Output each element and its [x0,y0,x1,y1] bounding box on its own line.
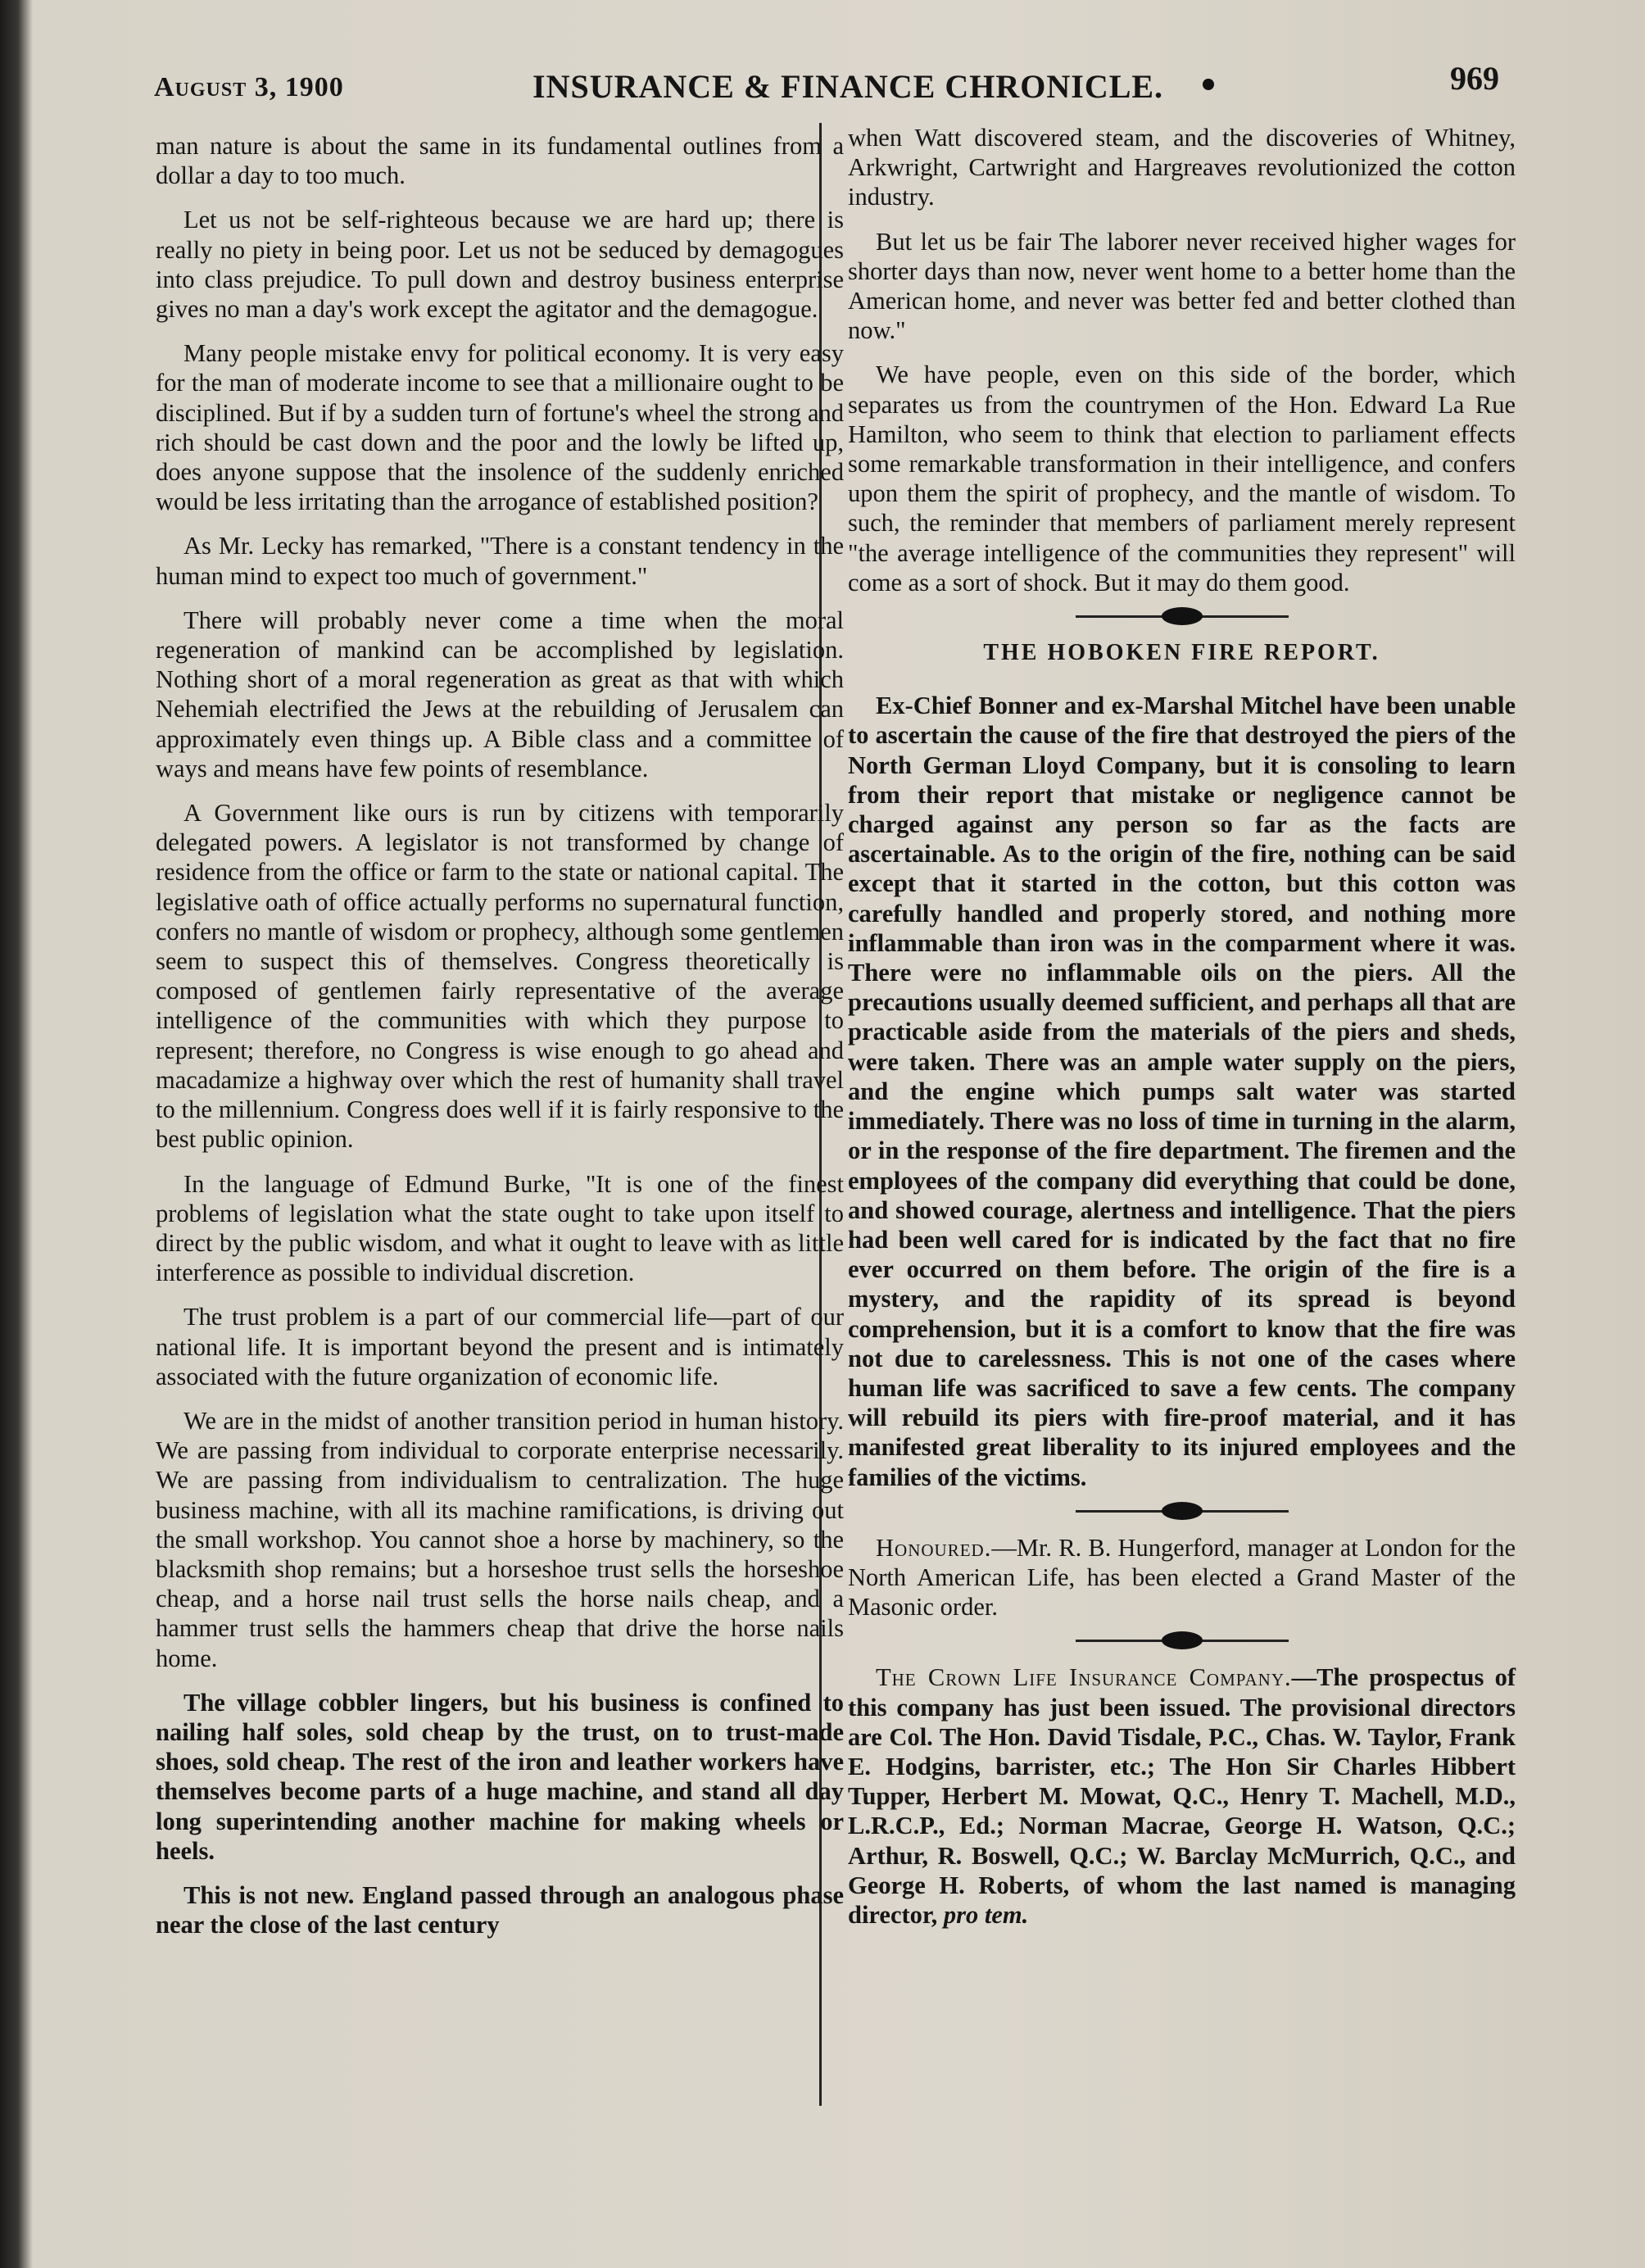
page-header [147,60,1507,113]
right-paragraph-3: We have people, even on this side of the border, which separates us from the countrymen of the Hon. Edward La Rue Hamilton, who seem to think that election to parliament effects some remarkable transformation in their intelligence, and confers upon them the spirit of prophecy, and the mantle of wisdom. To such, the reminder that members of parliament merely represent "the average intelligence of the communities they represent" will come as a sort of shock. But it may do them good. [848,361,1516,596]
hoboken-article: Ex-Chief Bonner and ex-Marshal Mitchel have been unable to ascertain the cause of the fire that destroyed the piers of the North German Lloyd Company, but it is consoling to learn from their report that mistake or negligence cannot be charged against any person so far as the facts are ascertainable. As to the origin of the fire, nothing can be said except that it started in the cotton, but this cotton was carefully handled and properly stored, and nothing more inflammable than iron was in the comparment where it was. There were no inflammable oils on the piers. All the precautions usually deemed sufficient, and perhaps all that are practicable aside from the materials of the piers and sheds, were taken. There was an ample water supply on the piers, and the engine which pumps salt water was started immediately. There was no loss of time in turning in the alarm, or in the response of the fire department. The firemen and the employees of the company did everything that could be done, and showed courage, alertness and intelligence. That the piers had been well cared for is indicated by the fact that no fire ever occurred on them before. The origin of the fire is a mystery, and the rapidity of its spread is beyond comprehension, but it is a comfort to know that the fire was not due to carelessness. This is not one of the cases where human life was sacrificed to save a few cents. The company will rebuild its piers with fire-proof material, and it has manifested great liberality to its injured employees and the families of the victims. [848,692,1516,1491]
crown-life-item [848,1662,1516,1930]
section-divider [1076,1505,1289,1517]
left-paragraph-2: Let us not be self-righteous because we are hard up; there is really no piety in being poor. Let us not be seduced by demagogues into class prejudice. To pull down and destroy business enterprise gives no man a day's work except the agitator and the demagogue. [156,206,844,324]
ornament-dot [1203,79,1214,90]
crown-life-tail: pro tem. [943,1900,1029,1929]
left-paragraph-9: We are in the midst of another transition period in human history. We are passing from individual to corporate enterprise necessarily. We are passing from individualism to centralization. The huge business machine, with all its machine ramifications, is driving out the small workshop. You cannot shoe a horse by machinery, so the blacksmith shop remains; but a horseshoe trust sells the horseshoe cheap, and a horse nail trust sells the horse nails cheap, and a hammer trust sells the hammers cheap that drive the horse nails home. [156,1406,844,1672]
hoboken-heading: THE HOBOKEN FIRE REPORT. [983,640,1380,666]
crown-life-lead: The Crown Life Insurance Company. [876,1663,1292,1692]
issue-date: August 3, 1900 [154,72,344,102]
left-paragraph-10: The village cobbler lingers, but his business is confined to nailing half soles, sold cheap by the trust, on to trust-made shoes, sold cheap. The rest of the iron and leather workers have themselves become parts of a huge machine, and stand all day long superintending another machine for making wheels or heels. [156,1688,844,1865]
left-paragraph-3: Many people mistake envy for political economy. It is very easy for the man of moderate income to see that a millionaire ought to be disciplined. But if by a sudden turn of fortune's wheel the strong and rich should be cast down and the poor and the lowly be lifted up, does anyone suppose that the insolence of the suddenly enriched would be less irritating than the arrogance of established position? [156,339,844,516]
honoured-item [848,1533,1516,1622]
crown-life-body: —The prospectus of this company has just been issued. The provisional directors are Col. The Hon. David Tisdale, P.C., Chas. W. Taylor, Frank E. Hodgins, barrister, etc.; The Hon Sir Charles Hibbert Tupper, Herbert M. Mowat, Q.C., Henry T. Machell, M.D., L.R.C.P., Ed.; Norman Macrae, George H. Watson, Q.C.; Arthur, R. Boswell, Q.C.; W. Barclay McMurrich, Q.C., and George H. Roberts, of whom the last named is managing director, [848,1663,1516,1929]
page-number: 969 [1450,60,1499,97]
left-paragraph-11: This is not new. England passed through an analogous phase near the close of the last century [156,1880,844,1939]
left-paragraph-4: As Mr. Lecky has remarked, "There is a constant tendency in the human mind to expect too much of government." [156,532,844,590]
publication-title: INSURANCE & FINANCE CHRONICLE. [532,68,1164,105]
left-paragraph-5: There will probably never come a time when the moral regeneration of mankind can be accomplished by legislation. Nothing short of a moral regeneration as great as that with which Nehemiah electrified the Jews at the rebuilding of Jerusalem can approximately even things up. A Bible class and a committee of ways and means have few points of resemblance. [156,606,844,782]
honoured-body: —Mr. R. B. Hungerford, manager at London for the North American Life, has been elected a Grand Master of the Masonic order. [848,1533,1516,1622]
section-divider [1076,1635,1289,1646]
honoured-lead: Honoured. [876,1533,992,1562]
right-column [848,123,1516,1930]
left-paragraph-7: In the language of Edmund Burke, "It is one of the finest problems of legislation what the state ought to take upon itself to direct by the public wisdom, and what it ought to leave with as little interference as possible to individual discretion. [156,1169,844,1287]
left-paragraph-1: man nature is about the same in its fundamental outlines from a dollar a day to too much. [156,132,844,190]
right-paragraph-2: But let us be fair The laborer never received higher wages for shorter days than now, never went home to a better home than the American home, and never was better fed and better clothed than now." [848,227,1516,345]
left-paragraph-8: The trust problem is a part of our commercial life—part of our national life. It is important beyond the present and is intimately associated with the future organization of economic life. [156,1303,844,1390]
right-paragraph-1: when Watt discovered steam, and the discoveries of Whitney, Arkwright, Cartwright and Hargreaves revolutionized the cotton industry. [848,124,1516,211]
left-paragraph-6: A Government like ours is run by citizens with temporarily delegated powers. A legislator is not transformed by change of residence from the office or farm to the state or national capital. The legislative oath of office actually performs no supernatural function, confers no mantle of wisdom or prophecy, although some gentlemen seem to suspect this of themselves. Congress theoretically is composed of gentlemen fairly representative of the average intelligence of the communities with which they purpose to represent; therefore, no Congress is wise enough to go ahead and macadamize a highway over which the rest of humanity shall travel to the millennium. Congress does well if it is fairly responsive to the best public opinion. [156,799,844,1154]
section-divider [1076,610,1289,622]
left-column [156,131,844,1939]
